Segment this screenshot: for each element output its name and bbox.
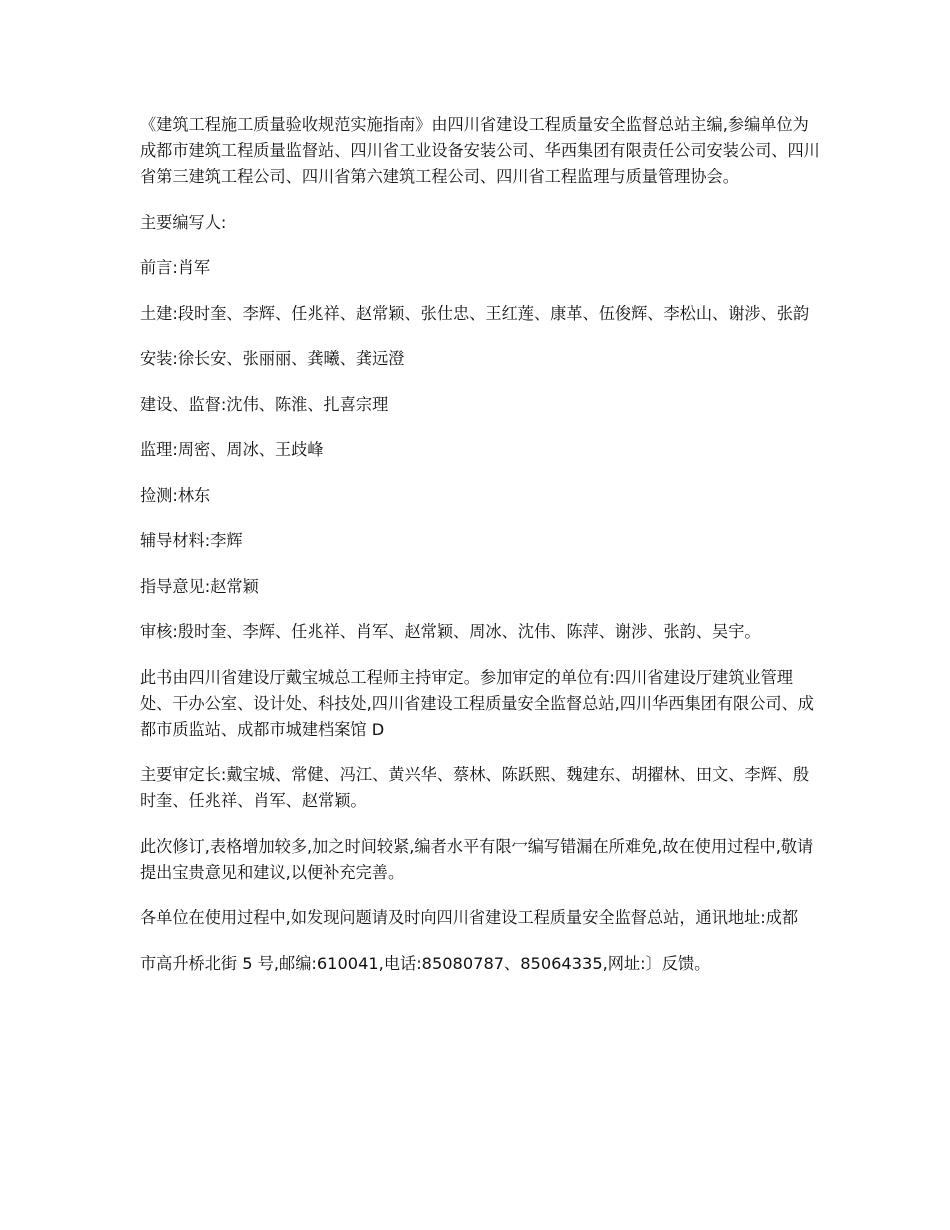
main-authors-heading: 主要编写人: <box>140 212 227 232</box>
review-authors: 审核:殷时奎、李辉、任兆祥、肖军、赵常颖、周冰、沈伟、陈萍、谢涉、张韵、吴宇。 <box>140 622 761 641</box>
guidance-authors: 指导意见:赵常颖 <box>140 576 259 596</box>
feedback-note: 各单位在使用过程中,如发现问题请及时向四川省建设工程质量安全监督总站，通讯地址:成都 <box>140 908 799 927</box>
contact-address: 市高升桥北街 5 号,邮编:610041,电话:85080787、85064335,网址:〕反馈。 <box>140 953 711 973</box>
revision-note-start: 此次修订,表格增加较多,加之时间较紧,编者水平有限 <box>140 836 512 856</box>
supervision-authors: 监理:周密、周冰、王歧峰 <box>140 440 324 459</box>
document-page <box>140 112 820 996</box>
approval-paragraph: 此书由四川省建设厅戴宝城总工程师主持审定。参加审定的单位有:四川省建设厅建筑业管理处、干办公室、设计处、科技处,四川省建设工程质量安全监督总站,四川华西集团有限公司、成都市质监站、成都市城建档案馆 D <box>140 667 814 739</box>
testing-authors: 捡测:林东 <box>140 485 211 505</box>
auxiliary-material-authors: 辅导材料:李辉 <box>140 531 243 550</box>
revision-note-end: 冖编写错漏在所难免,故在使用过程中,敬请提出宝贵意见和建议,以便补充完善。 <box>140 836 814 882</box>
construction-supervision-authors: 建设、监督:沈伟、陈淮、扎喜宗理 <box>140 394 389 414</box>
intro-paragraph: 《建筑工程施工质量验收规范实施指南》由四川省建设工程质量安全监督总站主编,参编单位为成都市建筑工程质量监督站、四川省工业设备安装公司、华西集团有限责任公司安装公司、四川省第三建筑工程公司、四川省第六建筑工程公司、四川省工程监理与质量管理协会。 <box>140 115 820 186</box>
revision-note <box>140 834 820 886</box>
preface-authors: 前言:肖军 <box>140 258 211 277</box>
installation-authors: 安装:徐长安、张丽丽、龚曦、龚远澄 <box>140 349 405 368</box>
chief-reviewers: 主要审定长:戴宝城、常健、冯江、黄兴华、蔡林、陈跃熙、魏建东、胡擢林、田文、李辉、殷时奎、任兆祥、肖军、赵常颖。 <box>140 765 810 810</box>
civil-authors: 土建:段时奎、李辉、任兆祥、赵常颖、张仕忠、王红莲、康革、伍俊辉、李松山、谢涉、张韵 <box>140 303 810 323</box>
